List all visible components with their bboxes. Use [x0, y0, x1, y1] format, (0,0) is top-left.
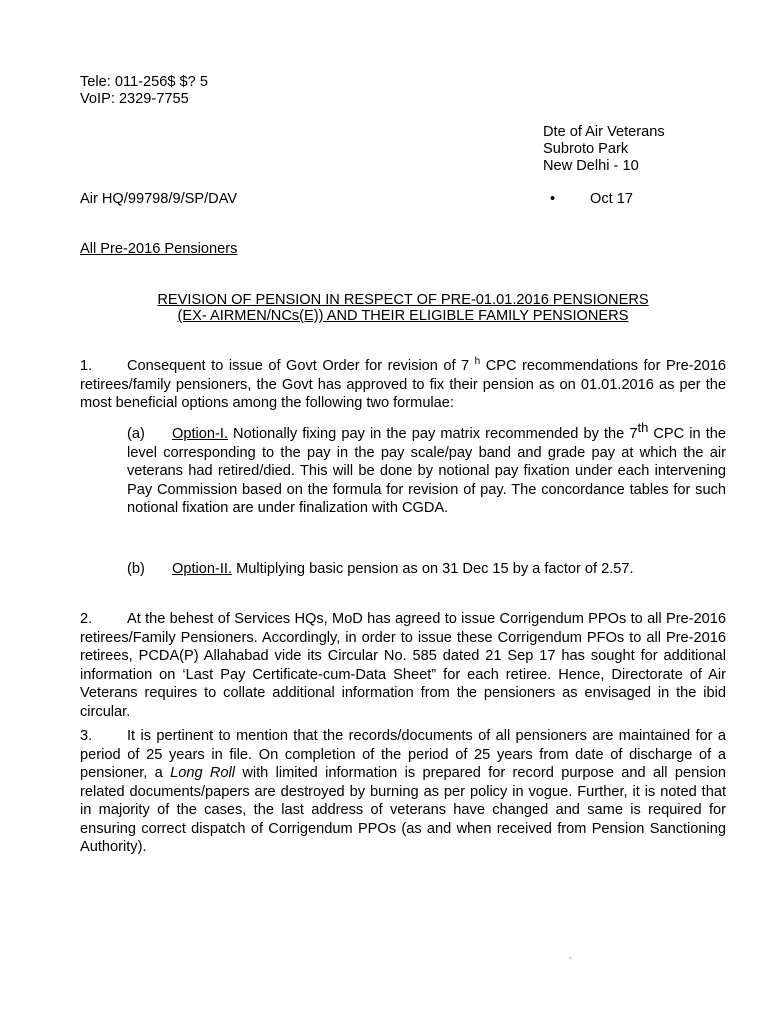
reference-number: Air HQ/99798/9/SP/DAV [80, 191, 238, 207]
tele-line: Tele: 011-256$ $? 5 [80, 74, 208, 90]
date-bullet: • [550, 191, 556, 207]
letter-date: Oct 17 [590, 191, 633, 207]
subject-line-1: REVISION OF PENSION IN RESPECT OF PRE-01.01.2016 PENSIONERS [157, 292, 649, 308]
option-i-paragraph [127, 420, 726, 518]
option-title: Option-I. [172, 426, 228, 442]
paragraph-text: At the behest of Services HQs, MoD has agreed to issue Corrigendum PPOs to all Pre-2016 retirees/Family Pensioners. Accordingly, in order to issue these Corrigendum PFOs to all Pre-2016 retirees, PCDA(P) Allahabad vide its Circular No. 585 dated 21 Sep 17 has sought for additional information on ‘Last Pay Certificate-cum-Data Sheet” for each retiree. Hence, Directorate of Air Veterans requires to collate additional information from the pensioners as envisaged in the ibid circular. [80, 611, 726, 720]
addressee: All Pre-2016 Pensioners [80, 241, 238, 257]
option-tag: (b) [127, 561, 145, 577]
paragraph-text: Consequent to issue of Govt Order for revision of 7 [127, 358, 475, 374]
paragraph-number: 2. [80, 611, 93, 627]
option-tag: (a) [127, 426, 145, 442]
voip-line: VoIP: 2329-7755 [80, 91, 189, 107]
option-ii-paragraph [127, 560, 726, 579]
option-text: Multiplying basic pension as on 31 Dec 15 by a factor of 2.57. [232, 561, 634, 577]
option-title: Option-II. [172, 561, 233, 577]
paragraph-1 [80, 357, 726, 413]
paragraph-text: CPC recommendations for Pre-2016 retirees/family pensioners, the Govt has approved to fix their pension as on 01.01.2016 as per the most beneficial options among the following two formulae: [80, 358, 727, 411]
paragraph-2 [80, 610, 726, 721]
office-name: Dte of Air Veterans [543, 124, 665, 140]
office-city-line: New Delhi - 10 [543, 158, 639, 174]
superscript: th [637, 420, 649, 435]
paragraph-number: 1. [80, 358, 93, 374]
option-text: Notionally fixing pay in the pay matrix recommended by the 7 [227, 426, 638, 442]
italic-term: Long Roll [170, 765, 236, 781]
paragraph-3 [80, 727, 726, 857]
superscript: h [474, 356, 481, 368]
paragraph-number: 3. [80, 728, 93, 744]
paragraph-text: with limited information is prepared for record purpose and all pension related documents/papers are destroyed by burning as per policy in vogue. Further, it is noted that in majority of the cases, the last address of veterans have changed and same is required for ensuring correct dispatch of Corrigendum PPOs (as and when received from Pension Sanctioning Authority). [80, 765, 726, 855]
option-text: CPC in the level corresponding to the pay in the pay scale/pay band and grade pay at which the air veterans had retired/died. This will be done by notional pay fixation under each intervening Pay Commission based on the formula for revision of pay. The concordance tables for such notional fixation are under finalization with CGDA. [127, 426, 726, 516]
subject-line-2: (EX- AIRMEN/NCs(E)) AND THEIR ELIGIBLE FAMILY PENSIONERS [177, 308, 629, 324]
office-address-line: Subroto Park [543, 141, 629, 157]
footer-mark: ᵢᵢᵢ [569, 955, 572, 961]
paragraph-text: It is pertinent to mention that the records/documents of all pensioners are maintained for a period of 25 years in file. On completion of the period of 25 years from date of discharge of a pensioner, a [80, 728, 726, 781]
